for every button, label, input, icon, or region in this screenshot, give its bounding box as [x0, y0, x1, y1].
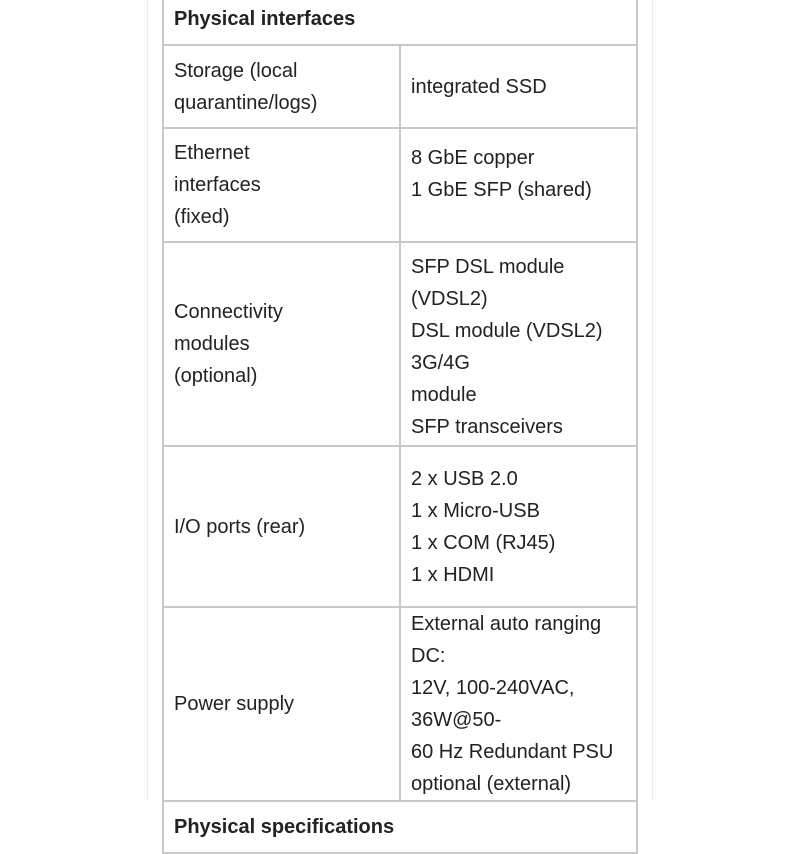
spec-label: Storage (local quarantine/logs): [163, 45, 400, 128]
section-header-physical-interfaces: [163, 0, 637, 45]
spec-label: Ethernet interfaces (fixed): [163, 128, 400, 242]
spec-label: Connectivity modules (optional): [163, 242, 400, 446]
spec-row-connectivity-modules: [163, 242, 637, 446]
spec-value: SFP DSL module (VDSL2) DSL module (VDSL2) 3G/4G module SFP transceivers: [400, 242, 637, 446]
spec-value: integrated SSD: [400, 45, 637, 128]
spec-value: 2 x USB 2.0 1 x Micro-USB 1 x COM (RJ45) 1 x HDMI: [400, 446, 637, 607]
left-margin-divider: [147, 0, 148, 800]
section-title: Physical interfaces: [163, 0, 637, 45]
specifications-table: [162, 0, 638, 854]
spec-label: I/O ports (rear): [163, 446, 400, 607]
spec-label: Power supply: [163, 607, 400, 801]
left-page-margin: [0, 0, 147, 800]
section-header-physical-specifications: [163, 801, 637, 853]
spec-value: External auto ranging DC: 12V, 100-240VAC, 36W@50- 60 Hz Redundant PSU optional (external): [400, 607, 637, 801]
section-title: Physical specifications: [163, 801, 637, 853]
spec-row-power-supply: [163, 607, 637, 801]
spec-row-io-ports: [163, 446, 637, 607]
spec-row-ethernet-interfaces: [163, 128, 637, 242]
right-margin-divider: [652, 0, 653, 800]
spec-row-storage: [163, 45, 637, 128]
right-page-margin: [653, 0, 800, 800]
spec-value: 8 GbE copper 1 GbE SFP (shared): [400, 128, 637, 242]
